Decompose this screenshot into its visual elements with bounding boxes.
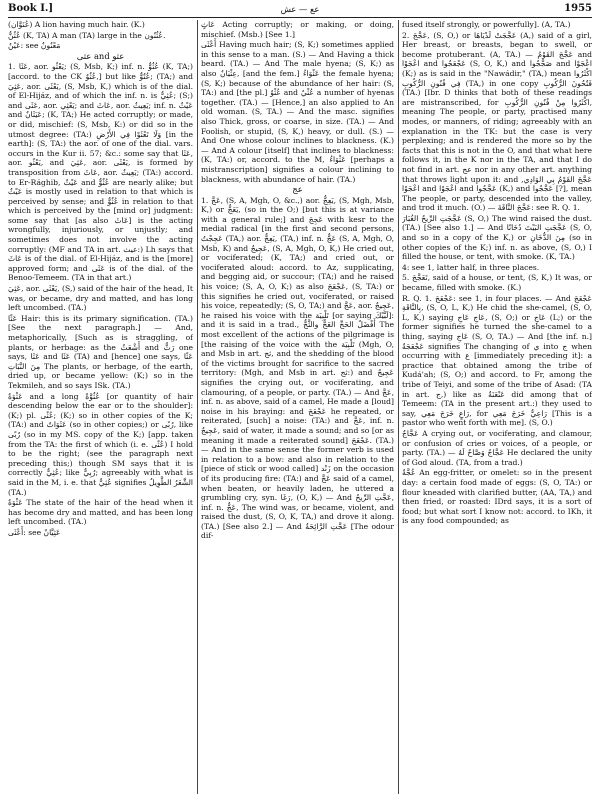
running-header	[8, 2, 592, 16]
entry: أَعْثَى: see عَثِيَّانٌ	[8, 527, 61, 537]
entry: عَثِيَ, aor. يَعْثَى, (S,) said of the hair of the head, It was, or became, dry and matted, and has long left uncombed. (TA.)	[8, 284, 193, 313]
root-heading: عج	[292, 184, 303, 195]
entry: عُثُنُّ (K, TA) A man (TA) large in the عُثُنُون.	[8, 30, 166, 40]
entry: عَجَّجَتِ الرِّيحُ الغُبَارَ (S, O,) The wind raised the dust. (TA.) [See also 1.] — And عَجَّجَتِ البَيْتَ دُخَانًا (S, O, and so in a copy of the K,) or مِنَ الدُّخَانِ (so in other copies of the K;) inf. n. as above, (S, O,) I filled the house, or tent, with smoke. (K, TA.)	[402, 213, 592, 262]
column-right	[402, 20, 592, 794]
entry: عَثْوَةٌ The state of the hair of the head when it has become dry and matted, and has been long left uncombed. (TA.)	[8, 498, 193, 527]
entry: عَثْوَةٌ and a long عُثُوَّةٌ [or quantity of hair descending below the ear or to the shoulder]: (K;) pl. عُثًى; (K;) so in other copies of the K; (TA:) and عَثَوَاتٌ (so in other copies;) or رُبًى, like رُبًى (so in my MS. copy of the K;) [app. taken from the TA: the first of which (i. e. عُثًى) I hold to be the right; (see the paragraph next preceding this;) though SM says that it is correctly عُثِيٌّ; like رُبِيٌّ; agreeably with what is said in the M, i. e. that عُثِيٌّ signifies الشَّعَرُ الطَّوِيلُ (TA.)	[8, 391, 193, 497]
column-divider	[197, 20, 198, 794]
entry: عَاثٍ Acting corruptly; or making, or doing, mischief. (Msb.) [See 1.]	[201, 20, 394, 39]
column-middle	[201, 20, 394, 794]
entry: fused itself strongly, or powerfully]. (A, TA.)	[402, 20, 571, 29]
column-left	[8, 20, 193, 794]
entry: 2. عَجَّجَ, (S, O,) or عَجَّجَتْ لَدْيَاهَا (A,) said of a girl, Her breast, or breasts, began to swell, or become protuberant. (A, TA.) — عَجَّجَ القَوْمُ and اعْجَوْا and عَجْعَجُوا (S, O, K,) and صَجَّجُوا and اعْجَوْا (K;) as is said in the "Nawádir," (TA,) mean اكْثَرُوا فِي فُنُونِ الرُّكُوبِ (TA,) in one copy فَتُحُونَ الرُّكُوبِ (TA.) [Ibr. D thinks that both of these readings are mistranscribed, for اكْثَرُوا مِنْ فُنُونِ الرُّكُوبِ, meaning The people, or party, practised many modes, or manners, of riding; agreeably with an explanation in the TK: but the case is very perplexing; and is rendered the more so by the facts that this is not in the O, and that what here follows it, in the K nor in the TA, and that I do not find in art. عج nor in any other art. anything that throws light upon it: and عَجَّجَ القَوْمُ بِي الوَادِي, اعْجَوْا and اعْجَوْا and عَجَّجُوا (K,) and عَجَّجُوا [?], mean The people, or party, descended into the valley, and trod it much. (O.) — عَجَّجَ النَّاقَةَ: see R. Q. 1.	[402, 30, 592, 213]
entry: 4: see 1, latter half, in three places.	[402, 262, 540, 272]
entry: 1. عَجَّ, (S, A, Mgh, O, &c.,) aor. يَعِجُّ, (S, Mgh, Msb, K,) or يَعَجُّ, (so in the O;) [but this is at variance with a general rule;] and عَجِجَ with kesr to the medial radical [in the first and second persons, عَجِجْتُ (TA,) aor. يَعِجُّ, (TA,) inf. n. عَجٌّ (S, A, Mgh, O, Msb, K) and عَجِيجٌ, (S, A, Mgh, O, K,) He cried out, or vociferated; (K, TA;) and cried out, or vociferated aloud: accord. to Az, supplicating, and begging aid, or succour; (TA;) and he raised his voice; (S, A, O, K;) as also عَجْعَجَ, (S, TA:) or this signifies he cried out, vociferated, or raised his voice, repeatedly; (S, O, TA;) and عَجَّ, aor. عَجِيجٌ, he raised his voice with the تَلْبِيَة [or saying لَبَّيْكَ]: and it is said in a trad., أَفْضَلُ الحَجِّ العَجُّ والثَّجُّ The most excellent of the actions of the pilgrimage is [the raising of the voice with the تَلْبِيَة (Mgh, O, and Msb in art. ثج, and the shedding of the blood of the victims brought for sacrifice to the sacred territory: (Mgh, and Msb in art. ثج:) and عَجِيجٌ signifies the crying out, or vociferating, and clamouring, of a people, or party. (TA.) — And عَجَّ, inf. n. as above, said of a camel, He made a [loud] noise in his braying: and عَجْعَجَ he repeated, or reiterated, [such] a noise: (TA:) and عَجَّ, inf. n. عَجِيجٌ, said of water, it made a sound; and so [or as meaning it made a reiterated sound] عَجْعَجَ. (TA.) — And in the same sense the former verb is used in relation to a bow: and also in relation to the [piece of stick or wood called] زَنْد on the occasion of its producing fire: (TA:) and عَجَّ said of a camel, when beaten, or heavily laden, he uttered a grumbling cry, syn. رَغَا, (O, K,) — And عَجَّتِ الرِّيحُ, inf. n. عَجٌّ, The wind was, or became, violent, and raised the dust, (S, O, K, TA,) and drove it along. (TA.) [See also 2.] — And عَجَّتِ الرَّائِحَةُ [The odour dif-	[201, 195, 394, 541]
entry: عَجَّاجٌ A crying out, or vociferating, and clamour, or confusion of cries or voices, of a people, or party. (TA.) — عَجَّاجٌ وَصَّاحٌ لَهُ He declared the unity of God aloud. (TA, from a trad.)	[402, 428, 592, 467]
entry: أَعْثَى Having much hair; (S, K;) sometimes applied in this sense to a man. (S.) — And Having a thick beard. (TA.) — And The male hyena; (S, K;) as also عِثْيَانٌ, [and the fem.] عَثْوَاءُ the female hyena; (S, K;) because of the abundance of her hair: (S, TA:) and [the pl.] عُثْوٌ and عُثْيٌ a number of hyenas together. (TA.) — [Hence,] an also applied to An old woman. (S, TA.) — And the masc. signifies also Thick, gross, or coarse, in size. (TA.) — And Foolish, or stupid, (S, K,) heavy, or dull. (S.) — And One whose colour inclines to blackness. (K.) — And A colour [itself] that inclines to blackness: (K, TA:) or, accord. to the M, عَثْوَاءُ [perhaps a mistranscription] signifies a colour inclining to blackness, with abundance of hair. (TA.)	[201, 40, 394, 184]
root-range: عع — عش	[280, 4, 320, 14]
entry: 1. عَثَا, aor. يَعْثُو; (S, Msb, K;) inf. n. عُثُوٌّ (K, TA;) [accord. to the CK عُثُوٌ,] but like عُتُوٌّ; (TA;) and عَثِيَ, aor. يَعْثَى, (S, Msb, K,) which is of the dial. of El-Hijáz, and of which the inf. n. is عُثِيٌّ; (S;) and عَثَى, aor. يَعْثِي; and عَاثَ, aor. يَعِيثُ; inf. n. عَيْثٌ and عَيَثَانٌ; (K, TA;) He acted corruptly; or made, or did, mischief: (S, Msb, K:) or did so in the utmost degree: (TA:) وَلَا تَعْثَوْا فِي الأَرْضِ [in the earth]: (S, TA:) the aor. of one of the dial. vars. occurs in the Kur ii. 57; &c.: some say that عَثَا, aor. يَعْثُو, and عَثِيَ, aor. يَعْثَى, is formed by transposition from عَاثَ, aor. يَعِيثُ; (TA:) accord. to Er-Rághib, عَيْثٌ and عُثُوٌّ are nearly alike; but عَيْثٌ is mostly used in relation to that which is perceived by sense; and عُثُوٌّ in relation to that which is perceived by the [mind or] judgment: some say that [as also عَاثَ] is the acting wrongfully, injuriously, or unjustly; and sometimes does not involve the acting corruptly: (MF and TA in art. عيث:) Lh says that عَاثَ is of the dial. of El-Hijáz, and is the [more] approved form; and عَثَى is of the dial. of the Benoo-Temeem. (TA in that art.)	[8, 62, 193, 283]
entry: عَيْنُ: see مَعْنُونٌ	[8, 41, 61, 51]
book-label: Book I.]	[8, 3, 54, 14]
page-number: 1955	[564, 3, 592, 14]
root-heading: عثى and عثو	[76, 50, 125, 61]
entry: 5. تَعَجَّجَ, said of a house, or tent, (S, K,) It was, or became, filled with smoke. (K.)	[402, 273, 592, 293]
entry: (عُنَوَّان) A lion having much hair. (K.)	[8, 20, 145, 29]
entry: عَثًا Hair: this is its primary signification. (TA.) [See the next paragraph.] — And, metaphorically, [Such as is straggling, of plants, or herbage: as the أَشْعَثُ and رَثٌّ one says, عَثَا and عَثَا (TA) and [hence] one says, عَثًا مِنَ النَّبَاتِ The plants, or herbage, of the earth, dried up, or became yellow: (K;) so in the Tekmileh, and so says ISk. (TA.)	[8, 313, 193, 390]
header-rule	[8, 17, 592, 18]
entry: عُجَّةٌ An egg-fritter, or omelet: so in the present day: a certain food made of eggs: (S, O, TA:) or flour kneaded with clarified butter, (AA, TA,) and then fried, or roasted: IDrd says, it is a sort of food; but what sort I know not: accord. to IKh, it is any food compounded; as	[402, 468, 592, 526]
column-divider	[398, 20, 399, 794]
entry: R. Q. 1. عَجْعَجَ: see 1, in four places. — And عَجْعَجَ بِالنَّاقَةِ, (S, O, L, K,) He chid the she-camel, (S, O, L, K,) saying عَاجِ عَاجِ, (S, O;) or عَاجِ (L;) or the former signifies he turned the she-camel to a thing, saying عَاجِ (S, O, TA.) — And [the inf. n.] عَجْعَجَةٌ signifies The changing of ي into ج when occurring with ع [immediately preceding it]: a practice that obtained among the tribe of Kudá'ah; (S, O;) and accord. to Fr, among the tribe of Teiyi, and some of the tribe of Asad: (TA in art. ج,) like as عَنْعَنَةٌ did among that of Temeem: (TA in the present art.:) they used to say, رَاعٍ خَرَجَ مَعِي, for رَاعِيٌّ خَرَجَ مَعِي [This is a pastor who went forth with me]. (S, O.)	[402, 293, 592, 428]
